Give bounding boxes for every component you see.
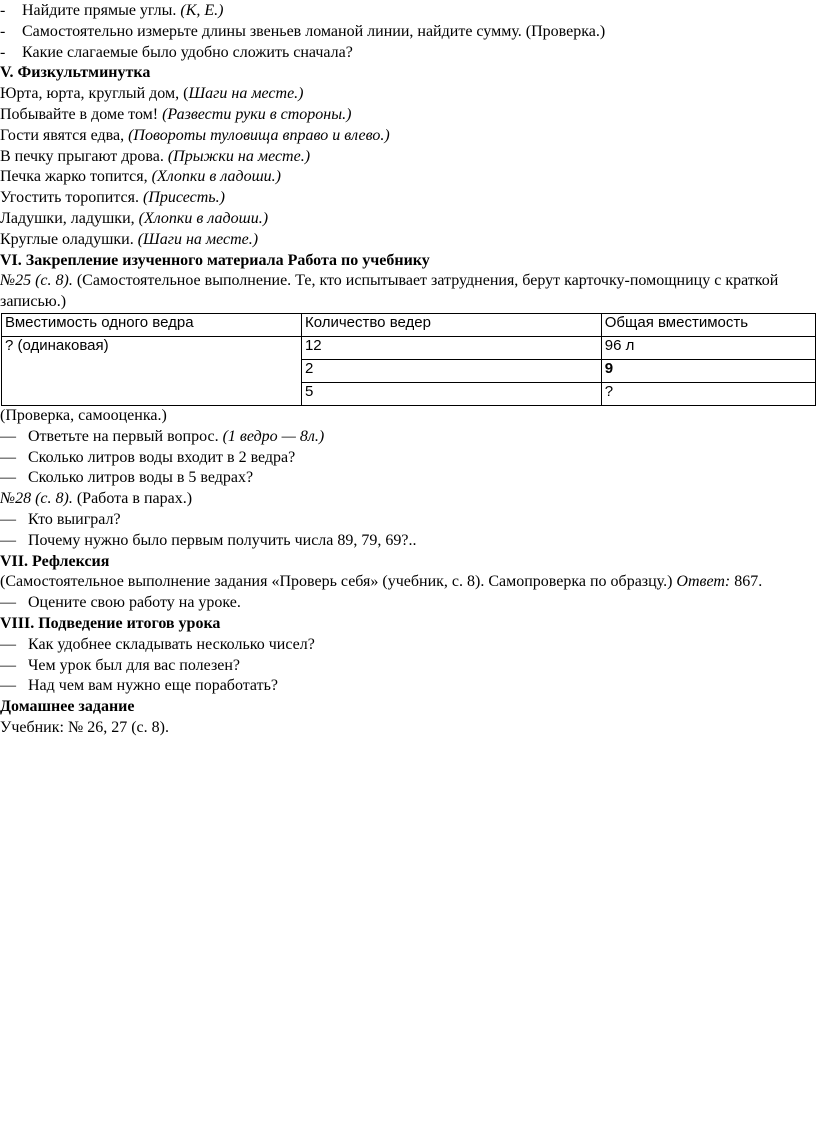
list-item: — Как удобнее складывать несколько чисел? [0,635,315,653]
table-header-cell: Количество ведер [301,313,601,336]
section-heading: V. Физкультминутка [0,64,151,82]
list-item: - Какие слагаемые было удобно сложить сначала? [0,43,353,61]
list-item: — Почему нужно было первым получить числа 89, 79, 69?.. [0,531,417,549]
task-paragraph: №25 (с. 8). (Самостоятельное выполнение. Те, кто испытывает затруднения, берут карточку-помощницу с краткой записью.) [0,272,779,311]
list-item: — Чем урок был для вас полезен? [0,656,241,674]
poem-line: Ладушки, ладушки, (Хлопки в ладоши.) [0,209,269,227]
table-row [2,336,816,359]
task-paragraph: (Самостоятельное выполнение задания «Проверь себя» (учебник, с. 8). Самопроверка по образцу.) Ответ: 867. [0,573,763,591]
poem-line: Печка жарко топится, (Хлопки в ладоши.) [0,168,281,186]
section-heading: VII. Рефлексия [0,552,110,570]
section-heading: VIII. Подведение итогов урока [0,614,221,632]
list-item: — Сколько литров воды в 5 ведрах? [0,469,254,487]
list-item: — Оцените свою работу на уроке. [0,594,241,612]
list-item: - Самостоятельно измерьте длины звеньев ломаной линии, найдите сумму. (Проверка.) [0,22,606,40]
list-item: — Ответьте на первый вопрос. (1 ведро — 8л.) [0,427,325,445]
poem-line: Гости явятся едва, (Повороты туловища вправо и влево.) [0,126,390,144]
homework-text: Учебник: № 26, 27 (с. 8). [0,718,169,736]
table-cell: 96 л [601,336,815,359]
table-cell: 2 [301,359,601,382]
table-cell: 12 [301,336,601,359]
poem-line: Угостить торопится. (Присесть.) [0,189,225,207]
table-cell: 9 [601,359,815,382]
poem-line: В печку прыгают дрова. (Прыжки на месте.) [0,147,311,165]
table-header-row [2,313,816,336]
poem-line: Юрта, юрта, круглый дом, (Шаги на месте.) [0,85,304,103]
table-header-cell: Вместимость одного ведра [2,313,302,336]
list-item: — Над чем вам нужно еще поработать? [0,677,278,695]
section-heading: Домашнее задание [0,698,135,716]
table-cell: ? [601,382,815,405]
table-cell: 5 [301,382,601,405]
poem-line: Круглые оладушки. (Шаги на месте.) [0,230,259,248]
list-item: — Кто выиграл? [0,510,121,528]
table-cell: ? (одинаковая) [2,336,302,405]
check-note: (Проверка, самооценка.) [0,406,167,424]
poem-line: Побывайте в доме том! (Развести руки в стороны.) [0,105,352,123]
section-heading: VI. Закрепление изученного материала Работа по учебнику [0,251,430,269]
table-header-cell: Общая вместимость [601,313,815,336]
list-item: — Сколько литров воды входит в 2 ведра? [0,448,296,466]
data-table [1,313,816,406]
task-paragraph: №28 (с. 8). (Работа в парах.) [0,490,193,508]
list-item: - Найдите прямые углы. (К, Е.) [0,2,224,19]
